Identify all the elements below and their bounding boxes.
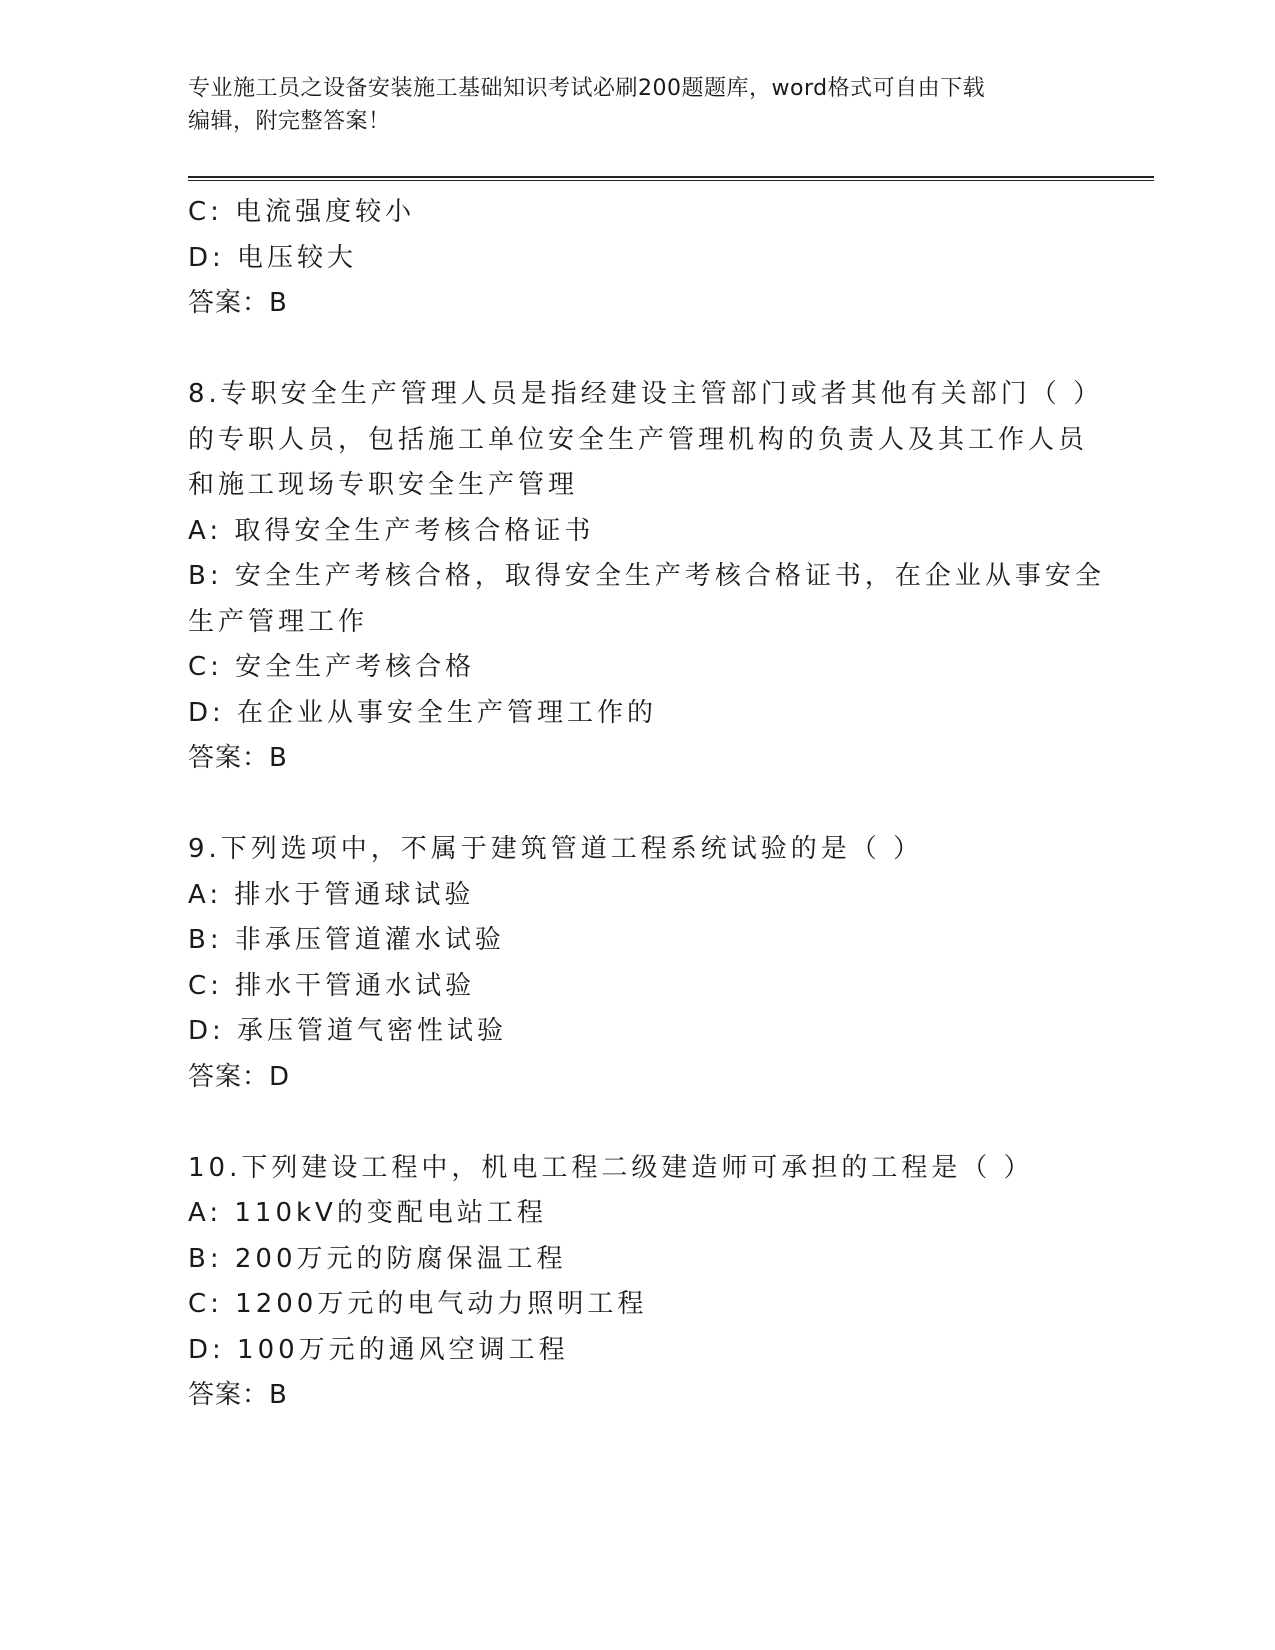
question-stem-line: 和施工现场专职安全生产管理: [188, 470, 579, 500]
option-d: D: 在企业从事安全生产管理工作的: [188, 697, 658, 728]
document-header: [188, 72, 1068, 138]
option-b-continued: 生产管理工作: [188, 606, 369, 637]
spacer: [188, 1100, 1088, 1146]
question-7-tail: [188, 190, 1088, 327]
question-stem-line: 10.下列建设工程中，机电工程二级建造师可承担的工程是（ ）: [188, 1152, 1034, 1183]
answer-line: 答案：B: [188, 743, 288, 773]
answer-line: 答案：B: [188, 1380, 288, 1410]
option-c: C: 排水干管通水试验: [188, 970, 476, 1001]
question-stem-line: 8.专职安全生产管理人员是指经建设主管部门或者其他有关部门（ ）: [188, 379, 1104, 409]
answer-line: 答案：D: [188, 1061, 291, 1092]
option-c: C: 1200万元的电气动力照明工程: [188, 1289, 648, 1319]
option-b: B: 非承压管道灌水试验: [188, 925, 505, 955]
option-c: C: 电流强度较小: [188, 197, 416, 227]
header-title-line-1: 专业施工员之设备安装施工基础知识考试必刷200题题库，word格式可自由下载: [188, 76, 986, 101]
answer-line: 答案：B: [188, 288, 288, 318]
spacer: [188, 327, 1088, 373]
question-stem-line: 的专职人员，包括施工单位安全生产管理机构的负责人及其工作人员: [188, 424, 1089, 455]
option-a: A: 排水于管通球试验: [188, 879, 475, 910]
question-8: [188, 372, 1105, 782]
header-title-line-2: 编辑，附完整答案！: [188, 109, 391, 134]
spacer: [188, 782, 1088, 828]
header-double-rule: [188, 176, 1154, 182]
question-stem-line: 9.下列选项中，不属于建筑管道工程系统试验的是（ ）: [188, 834, 924, 864]
option-b: B: 安全生产考核合格，取得安全生产考核合格证书，在企业从事安全: [188, 561, 1105, 591]
option-b: B: 200万元的防腐保温工程: [188, 1243, 567, 1274]
question-content: [188, 190, 1105, 1419]
option-a: A: 110kV的变配电站工程: [188, 1198, 547, 1228]
header-rule-bottom: [188, 180, 1154, 181]
header-rule-top: [188, 176, 1154, 178]
question-9: [188, 827, 1088, 1100]
option-d: D: 100万元的通风空调工程: [188, 1334, 569, 1365]
option-a: A: 取得安全生产考核合格证书: [188, 515, 595, 546]
option-d: D: 承压管道气密性试验: [188, 1016, 508, 1046]
option-d: D: 电压较大: [188, 242, 358, 273]
question-10: [188, 1146, 1088, 1419]
option-c: C: 安全生产考核合格: [188, 652, 476, 682]
